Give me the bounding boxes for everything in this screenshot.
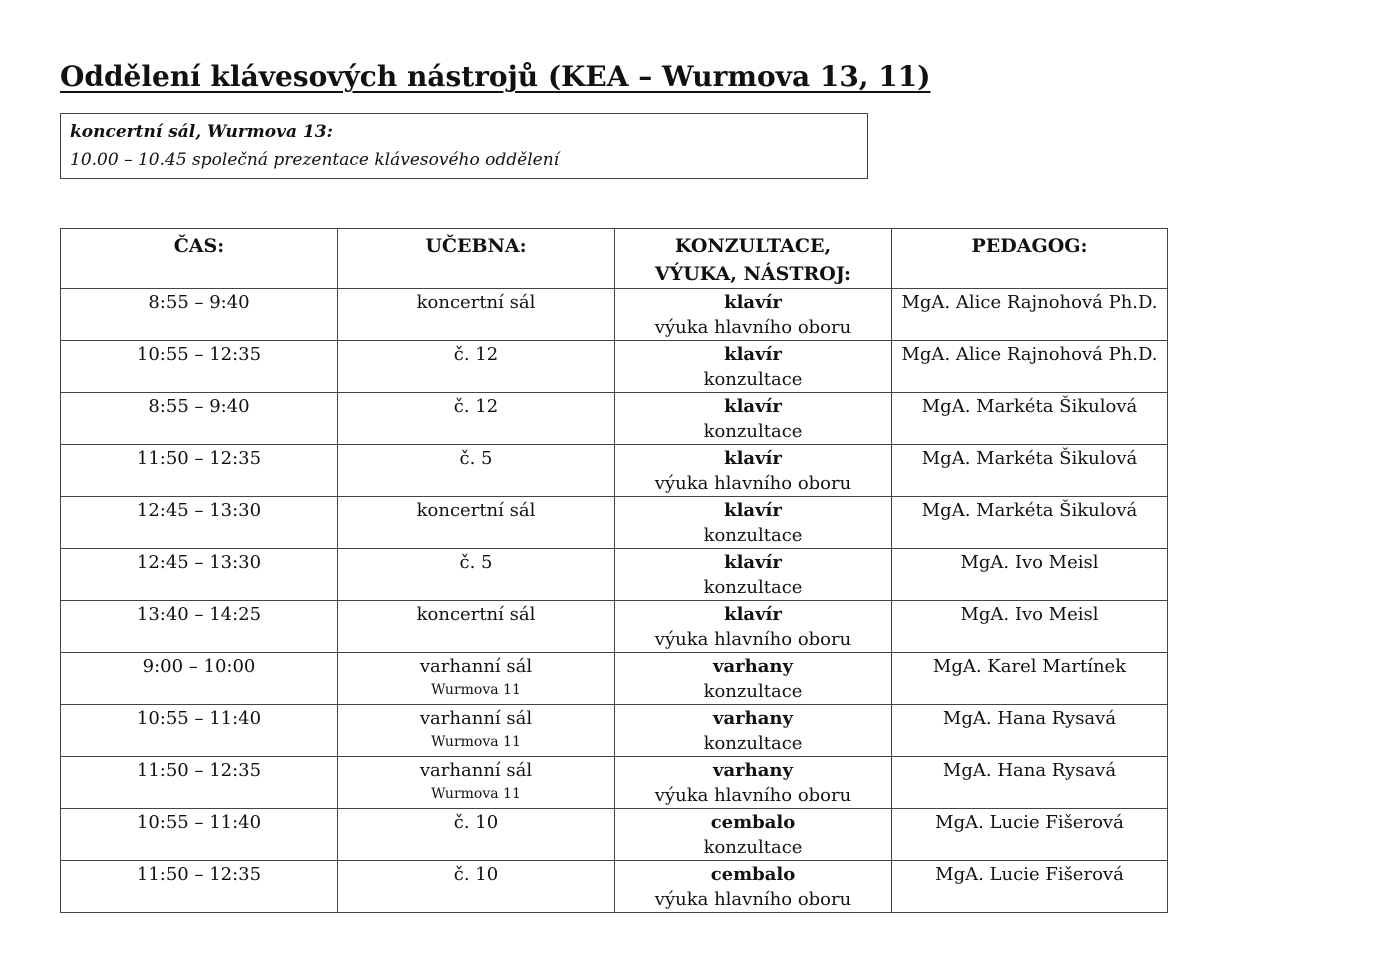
schedule-table [60, 228, 1168, 913]
activity-type: výuka hlavního oboru [654, 316, 852, 338]
table-row [61, 341, 1168, 393]
subject-cell [615, 497, 892, 549]
subject-cell [615, 705, 892, 757]
table-row [61, 549, 1168, 601]
schedule-body [61, 289, 1168, 913]
time-cell: 12:45 – 13:30 [61, 497, 338, 549]
subject-cell [615, 653, 892, 705]
instrument-name: varhany [713, 708, 793, 729]
teacher-cell: MgA. Alice Rajnohová Ph.D. [892, 341, 1168, 393]
header-subject-line1: KONZULTACE, [674, 235, 832, 257]
activity-type: konzultace [703, 680, 803, 702]
room-cell [338, 705, 615, 757]
time-cell: 10:55 – 11:40 [61, 705, 338, 757]
room-name: č. 5 [459, 552, 493, 573]
room-name: č. 5 [459, 448, 493, 469]
room-cell [338, 757, 615, 809]
instrument-name: cembalo [710, 864, 796, 885]
teacher-cell: MgA. Markéta Šikulová [892, 445, 1168, 497]
activity-type: výuka hlavního oboru [654, 888, 852, 910]
room-cell [338, 445, 615, 497]
info-box [60, 113, 868, 179]
table-row [61, 497, 1168, 549]
room-name: č. 10 [453, 864, 499, 885]
table-row [61, 861, 1168, 913]
room-building: Wurmova 11 [431, 785, 521, 802]
subject-cell [615, 393, 892, 445]
activity-type: konzultace [703, 836, 803, 858]
activity-type: konzultace [703, 420, 803, 442]
room-name: varhanní sál [419, 760, 533, 781]
time-cell: 10:55 – 11:40 [61, 809, 338, 861]
time-cell: 11:50 – 12:35 [61, 861, 338, 913]
room-name: koncertní sál [416, 292, 536, 313]
room-name: varhanní sál [419, 656, 533, 677]
teacher-cell: MgA. Markéta Šikulová [892, 393, 1168, 445]
instrument-name: varhany [713, 656, 793, 677]
subject-cell [615, 445, 892, 497]
instrument-name: klavír [724, 448, 782, 469]
table-row [61, 705, 1168, 757]
subject-cell [615, 861, 892, 913]
instrument-name: klavír [724, 552, 782, 573]
activity-type: konzultace [703, 524, 803, 546]
instrument-name: klavír [724, 604, 782, 625]
info-box-heading: koncertní sál, Wurmova 13: [70, 122, 333, 142]
table-row [61, 809, 1168, 861]
header-time: ČAS: [61, 229, 338, 289]
time-cell: 13:40 – 14:25 [61, 601, 338, 653]
teacher-cell: MgA. Hana Rysavá [892, 705, 1168, 757]
time-cell: 11:50 – 12:35 [61, 757, 338, 809]
time-cell: 12:45 – 13:30 [61, 549, 338, 601]
header-subject-line2: VÝUKA, NÁSTROJ: [654, 263, 852, 285]
room-name: koncertní sál [416, 604, 536, 625]
room-cell [338, 601, 615, 653]
table-row [61, 289, 1168, 341]
subject-cell [615, 757, 892, 809]
instrument-name: klavír [724, 344, 782, 365]
header-subject [615, 229, 892, 289]
activity-type: výuka hlavního oboru [654, 628, 852, 650]
activity-type: konzultace [703, 732, 803, 754]
teacher-cell: MgA. Hana Rysavá [892, 757, 1168, 809]
instrument-name: klavír [724, 292, 782, 313]
room-cell [338, 549, 615, 601]
time-cell: 8:55 – 9:40 [61, 393, 338, 445]
subject-cell [615, 809, 892, 861]
subject-cell [615, 341, 892, 393]
room-name: varhanní sál [419, 708, 533, 729]
subject-cell [615, 289, 892, 341]
teacher-cell: MgA. Alice Rajnohová Ph.D. [892, 289, 1168, 341]
table-row [61, 653, 1168, 705]
activity-type: konzultace [703, 576, 803, 598]
table-row [61, 393, 1168, 445]
room-building: Wurmova 11 [431, 733, 521, 750]
teacher-cell: MgA. Lucie Fišerová [892, 809, 1168, 861]
room-name: č. 12 [453, 396, 499, 417]
room-cell [338, 289, 615, 341]
room-cell [338, 653, 615, 705]
instrument-name: klavír [724, 500, 782, 521]
room-cell [338, 809, 615, 861]
activity-type: konzultace [703, 368, 803, 390]
room-cell [338, 393, 615, 445]
header-teacher: PEDAGOG: [892, 229, 1168, 289]
instrument-name: klavír [724, 396, 782, 417]
page-title: Oddělení klávesových nástrojů (KEA – Wurmova 13, 11) [60, 60, 931, 93]
table-row [61, 601, 1168, 653]
info-box-text: 10.00 – 10.45 společná prezentace klávesového oddělení [70, 150, 560, 170]
table-header-row [61, 229, 1168, 289]
activity-type: výuka hlavního oboru [654, 784, 852, 806]
teacher-cell: MgA. Ivo Meisl [892, 549, 1168, 601]
room-cell [338, 341, 615, 393]
instrument-name: cembalo [710, 812, 796, 833]
instrument-name: varhany [713, 760, 793, 781]
time-cell: 9:00 – 10:00 [61, 653, 338, 705]
activity-type: výuka hlavního oboru [654, 472, 852, 494]
room-name: koncertní sál [416, 500, 536, 521]
room-cell [338, 497, 615, 549]
subject-cell [615, 549, 892, 601]
subject-cell [615, 601, 892, 653]
teacher-cell: MgA. Karel Martínek [892, 653, 1168, 705]
room-name: č. 10 [453, 812, 499, 833]
time-cell: 11:50 – 12:35 [61, 445, 338, 497]
time-cell: 8:55 – 9:40 [61, 289, 338, 341]
time-cell: 10:55 – 12:35 [61, 341, 338, 393]
header-room: UČEBNA: [338, 229, 615, 289]
room-name: č. 12 [453, 344, 499, 365]
teacher-cell: MgA. Ivo Meisl [892, 601, 1168, 653]
table-row [61, 445, 1168, 497]
room-cell [338, 861, 615, 913]
teacher-cell: MgA. Markéta Šikulová [892, 497, 1168, 549]
teacher-cell: MgA. Lucie Fišerová [892, 861, 1168, 913]
room-building: Wurmova 11 [431, 681, 521, 698]
table-row [61, 757, 1168, 809]
